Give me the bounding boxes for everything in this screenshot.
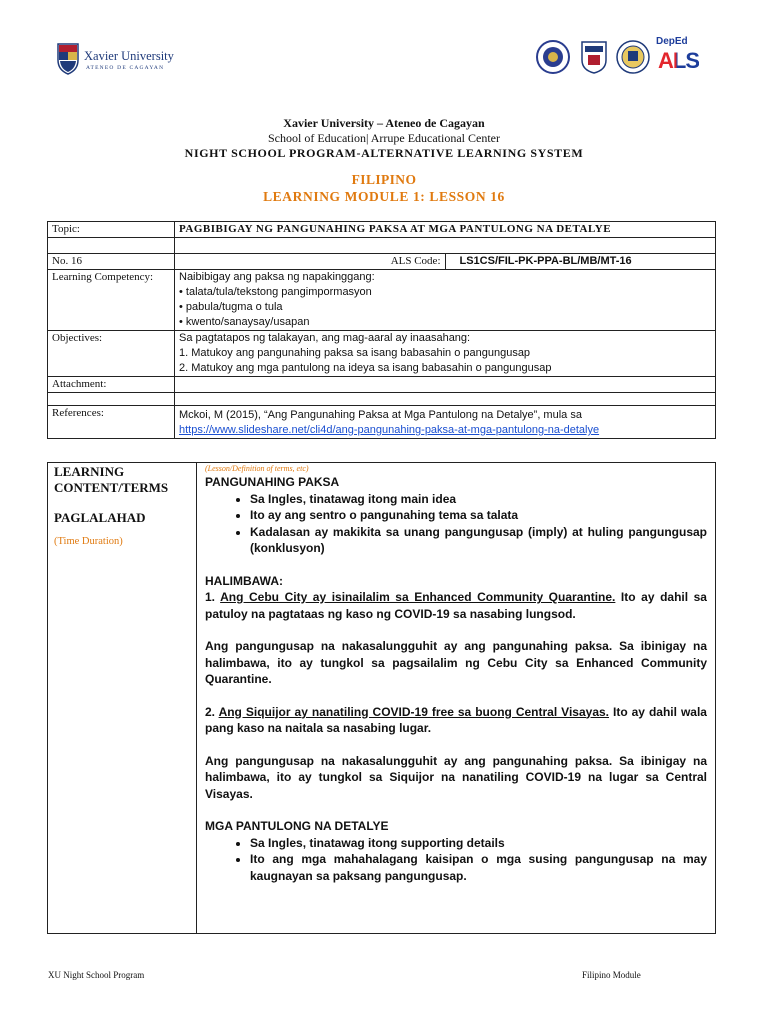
references-row (48, 406, 716, 439)
paglalahad-label: PAGLALAHAD (54, 510, 146, 525)
seal-3-icon (616, 40, 650, 74)
references-link[interactable]: https://www.slideshare.net/cli4d/ang-pangunahing-paksa-at-mga-pantulong-na-detalye (179, 424, 600, 436)
time-duration-label: (Time Duration) (54, 536, 123, 547)
competency-item: • kwento/sanaysay/usapan (179, 316, 310, 328)
competency-value (175, 270, 716, 331)
objectives-row (48, 331, 716, 377)
header-program: NIGHT SCHOOL PROGRAM-ALTERNATIVE LEARNING SYSTEM (184, 146, 584, 160)
topic-value: PAGBIBIGAY NG PANGUNAHING PAKSA AT MGA PANTULONG NA DETALYE (175, 222, 716, 238)
lesson-body (205, 474, 707, 884)
objectives-label: Objectives: (48, 331, 175, 377)
competency-item: • talata/tula/tekstong pangimpormasyon (179, 286, 372, 298)
als-code-value: LS1CS/FIL-PK-PPA-BL/MB/MT-16 (445, 254, 716, 270)
lesson-number: No. 16 (48, 254, 175, 270)
header-subject: FILIPINO (351, 172, 417, 187)
objective-item: 2. Matukoy ang mga pantulong na ideya sa isang babasahin o pangungusap (179, 362, 552, 374)
xu-shield-icon (56, 42, 80, 76)
spacer-row (48, 238, 716, 254)
example-1 (205, 589, 707, 622)
example-1-number: 1. (205, 590, 221, 604)
pangunahing-paksa-heading: PANGUNAHING PAKSA (205, 475, 340, 489)
header-university: Xavier University – Ateneo de Cagayan (283, 116, 485, 130)
deped-als-logo (656, 36, 699, 76)
objective-item: 1. Matukoy ang pangunahing paksa sa isang babasahin o pangungusap (179, 347, 531, 359)
spacer-row (48, 393, 716, 406)
references-value (175, 406, 716, 439)
competency-intro: Naibibigay ang paksa ng napakinggang: (179, 271, 375, 283)
als-code-label: ALS Code: (175, 254, 446, 270)
learning-content-table (47, 462, 716, 934)
pantulong-list (205, 835, 707, 885)
seal-1-icon (536, 40, 570, 74)
footer-module: Filipino Module (582, 970, 641, 980)
list-item: • Ito ay ang sentro o pangunahing tema sa talata (250, 507, 707, 524)
number-row (48, 254, 716, 270)
list-item: • Sa Ingles, tinatawag itong supporting details (250, 835, 707, 852)
list-item: • Ito ang mga mahahalagang kaisipan o mga susing pangungusap na may kaugnayan sa paksang pangungusap. (250, 851, 707, 884)
als-text: ALS (658, 48, 699, 73)
attachment-value (175, 377, 716, 393)
example-1-rest: Ito ay dahil sa patuloy na pagtataas ng kaso ng COVID-19 sa nasabing lungsod. (205, 590, 707, 621)
topic-label: Topic: (48, 222, 175, 238)
example-2-explanation: Ang pangungusap na nakasalungguhit ay ang pangunahing paksa. Sa ibinigay na halimbawa, ito ay tungkol sa Siquijor na nanatiling COVID-19 na lugar sa Central Visayas. (205, 753, 707, 801)
footer-program: XU Night School Program (48, 970, 145, 980)
competency-item: • pabula/tugma o tula (179, 301, 283, 313)
deped-text: DepEd (656, 36, 688, 47)
pantulong-heading: MGA PANTULONG NA DETALYE (205, 819, 389, 833)
references-label: References: (48, 406, 175, 439)
content-left-column (48, 463, 197, 934)
example-2-number: 2. (205, 704, 219, 719)
objectives-intro: Sa pagtatapos ng talakayan, ang mag-aaral ay inaasahang: (179, 332, 471, 344)
attachment-row (48, 377, 716, 393)
learning-content-title-2: CONTENT/TERMS (54, 480, 169, 495)
halimbawa-heading: HALIMBAWA: (205, 573, 283, 588)
example-1-topic-sentence: Ang Cebu City ay isinailalim sa Enhanced Community Quarantine. (220, 590, 616, 604)
example-1-explanation: Ang pangungusap na nakasalungguhit ay ang pangunahing paksa. Sa ibinigay na halimbawa, ito ay tungkol sa pagsailalim ng Cebu City sa Enhanced Community Quarantine. (205, 639, 707, 686)
list-item: • Sa Ingles, tinatawag itong main idea (250, 491, 707, 508)
seal-2-icon (580, 40, 608, 74)
attachment-label: Attachment: (48, 377, 175, 393)
lesson-note: (Lesson/Definition of terms, etc) (205, 464, 309, 473)
example-2-topic-sentence: Ang Siquijor ay nanatiling COVID-19 free sa buong Central Visayas. (218, 704, 609, 719)
references-text: Mckoi, M (2015), “Ang Pangunahing Paksa at Mga Pantulong na Detalye”, mula sa (179, 409, 582, 421)
header-module: LEARNING MODULE 1: LESSON 16 (263, 189, 505, 204)
header-school: School of Education| Arrupe Educational Center (267, 131, 500, 145)
example-2-rest: Ito ay dahil wala pang kaso na naitala sa nasabing lugar. (205, 704, 707, 735)
topic-row (48, 222, 716, 238)
pangunahing-paksa-list (205, 491, 707, 557)
objectives-value (175, 331, 716, 377)
competency-row (48, 270, 716, 331)
xu-logo-subtitle: ATENEO DE CAGAYAN (86, 65, 165, 71)
example-2 (205, 704, 707, 737)
list-item: • Kadalasan ay makikita sa unang pangungusap (imply) at huling pangungusap (konklusyon) (250, 524, 707, 557)
content-right-column (197, 463, 716, 934)
competency-label: Learning Competency: (48, 270, 175, 331)
xavier-university-logo (56, 42, 206, 82)
lesson-info-table (47, 221, 716, 439)
xu-logo-name: Xavier University (84, 49, 174, 63)
learning-content-title-1: LEARNING (54, 464, 125, 479)
